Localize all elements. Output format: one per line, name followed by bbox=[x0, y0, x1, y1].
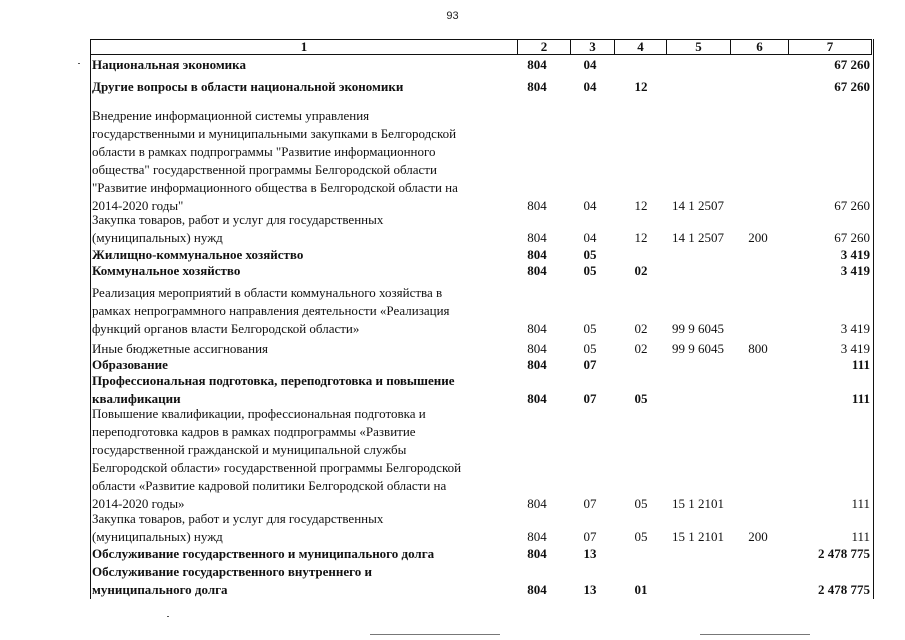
cell-col-7: 3 419 bbox=[840, 247, 870, 262]
scan-speck bbox=[167, 616, 169, 617]
cell-col-3: 07 bbox=[583, 357, 597, 372]
cell-col-2: 804 bbox=[527, 582, 547, 597]
header-col-4: 4 bbox=[615, 40, 667, 54]
cell-col-7: 3 419 bbox=[840, 341, 870, 356]
table-row bbox=[90, 563, 872, 599]
cell-col-7: 2 478 775 bbox=[818, 546, 870, 561]
table-row bbox=[90, 510, 872, 546]
row-text: Закупка товаров, работ и услуг для государственных (муниципальных) нужд bbox=[92, 212, 384, 245]
table-row bbox=[90, 545, 872, 563]
header-col-1: 1 bbox=[91, 40, 518, 54]
header-col-7: 7 bbox=[826, 39, 834, 54]
cell-col-4: 01 bbox=[634, 582, 648, 597]
cell-col-3: 05 bbox=[583, 341, 597, 356]
cell-col-3: 05 bbox=[583, 263, 597, 278]
row-text: Реализация мероприятий в области коммунального хозяйства в рамках непрограммного направления деятельности «Реализация функций органов власти Белгородской области» bbox=[92, 285, 450, 336]
table-row bbox=[90, 405, 872, 513]
row-text: Профессиональная подготовка, переподготовка и повышение квалификации bbox=[92, 373, 455, 406]
cell-col-2: 804 bbox=[527, 546, 547, 561]
cell-col-7: 111 bbox=[851, 391, 870, 406]
row-text: Коммунальное хозяйство bbox=[92, 263, 241, 278]
cell-col-2: 804 bbox=[527, 321, 547, 336]
page-number: 93 bbox=[446, 10, 459, 22]
cell-col-2: 804 bbox=[527, 496, 547, 511]
cell-col-6: 200 bbox=[748, 230, 768, 245]
cell-col-2: 804 bbox=[527, 79, 547, 94]
cell-col-4: 12 bbox=[634, 79, 648, 94]
cell-col-3: 04 bbox=[583, 198, 597, 213]
table-row bbox=[90, 211, 872, 247]
cell-col-4: 12 bbox=[634, 198, 648, 213]
cell-col-5: 99 9 6045 bbox=[672, 341, 724, 356]
header-col-3: 3 bbox=[571, 40, 615, 54]
cell-col-2: 804 bbox=[527, 357, 547, 372]
cell-col-7: 67 260 bbox=[834, 230, 870, 245]
table-row bbox=[90, 78, 872, 96]
cell-col-7: 111 bbox=[851, 529, 870, 544]
cell-col-2: 804 bbox=[527, 230, 547, 245]
table-header bbox=[90, 39, 872, 55]
cell-col-2: 804 bbox=[527, 263, 547, 278]
cell-col-7: 3 419 bbox=[840, 263, 870, 278]
row-text: Обслуживание государственного внутреннего и муниципального долга bbox=[92, 564, 372, 597]
cell-col-3: 05 bbox=[583, 321, 597, 336]
cell-col-2: 804 bbox=[527, 247, 547, 262]
cell-col-4: 02 bbox=[634, 263, 648, 278]
cell-col-4: 12 bbox=[634, 230, 648, 245]
cell-col-5: 15 1 2101 bbox=[672, 496, 724, 511]
cell-col-2: 804 bbox=[527, 391, 547, 406]
cell-col-2: 804 bbox=[527, 529, 547, 544]
cell-col-3: 05 bbox=[583, 247, 597, 262]
table-row bbox=[90, 372, 872, 408]
cell-col-5: 15 1 2101 bbox=[672, 529, 724, 544]
scan-edge-line bbox=[370, 634, 500, 635]
row-text: Национальная экономика bbox=[92, 57, 246, 72]
row-text: Образование bbox=[92, 357, 168, 372]
scan-edge-line bbox=[700, 634, 810, 635]
cell-col-3: 13 bbox=[583, 546, 597, 561]
cell-col-3: 04 bbox=[583, 230, 597, 245]
cell-col-3: 07 bbox=[583, 391, 597, 406]
row-text: Обслуживание государственного и муниципального долга bbox=[92, 546, 435, 561]
cell-col-2: 804 bbox=[527, 341, 547, 356]
table-row bbox=[90, 284, 872, 338]
cell-col-5: 14 1 2507 bbox=[672, 198, 724, 213]
cell-col-5: 14 1 2507 bbox=[672, 230, 724, 245]
cell-col-2: 804 bbox=[527, 198, 547, 213]
header-col-5: 5 bbox=[667, 40, 731, 54]
table-row bbox=[90, 262, 872, 280]
scan-speck bbox=[78, 63, 80, 64]
cell-col-6: 800 bbox=[748, 341, 768, 356]
row-text: Закупка товаров, работ и услуг для государственных (муниципальных) нужд bbox=[92, 511, 384, 544]
cell-col-3: 04 bbox=[583, 57, 597, 72]
table-row bbox=[90, 56, 872, 74]
cell-col-7: 3 419 bbox=[840, 321, 870, 336]
cell-col-3: 04 bbox=[583, 79, 597, 94]
cell-col-6: 200 bbox=[748, 529, 768, 544]
header-col-2: 2 bbox=[518, 40, 571, 54]
row-text: Жилищно-коммунальное хозяйство bbox=[92, 247, 304, 262]
cell-col-7: 67 260 bbox=[834, 198, 870, 213]
cell-col-4: 02 bbox=[634, 341, 648, 356]
cell-col-3: 07 bbox=[583, 496, 597, 511]
row-text: Повышение квалификации, профессиональная подготовка и переподготовка кадров в рамках подпрограммы «Развитие государственной гражданской и муниципальной службы Белгородской области» государственной программы Белгородской области «Развитие кадровой политики Белгородской области на 2014-2020 годы» bbox=[92, 406, 462, 511]
table-row bbox=[90, 107, 872, 215]
cell-col-7: 111 bbox=[851, 496, 870, 511]
header-col-6: 6 bbox=[731, 40, 789, 54]
cell-col-4: 05 bbox=[634, 496, 648, 511]
cell-col-5: 99 9 6045 bbox=[672, 321, 724, 336]
cell-col-3: 07 bbox=[583, 529, 597, 544]
cell-col-2: 804 bbox=[527, 57, 547, 72]
row-text: Другие вопросы в области национальной экономики bbox=[92, 79, 404, 94]
cell-col-3: 13 bbox=[583, 582, 597, 597]
cell-col-7: 111 bbox=[851, 357, 870, 372]
cell-col-7: 67 260 bbox=[834, 57, 870, 72]
cell-col-7: 2 478 775 bbox=[818, 582, 870, 597]
row-text: Иные бюджетные ассигнования bbox=[92, 341, 269, 356]
cell-col-4: 05 bbox=[634, 391, 648, 406]
cell-col-4: 05 bbox=[634, 529, 648, 544]
cell-col-4: 02 bbox=[634, 321, 648, 336]
cell-col-7: 67 260 bbox=[834, 79, 870, 94]
row-text: Внедрение информационной системы управления государственными и муниципальными закупками в Белгородской области в рамках подпрограммы "Развитие информационного общества" государственной программы Белгородской области "Развитие информационного общества в Белгородской области на 2014-2020 годы" bbox=[92, 108, 458, 213]
